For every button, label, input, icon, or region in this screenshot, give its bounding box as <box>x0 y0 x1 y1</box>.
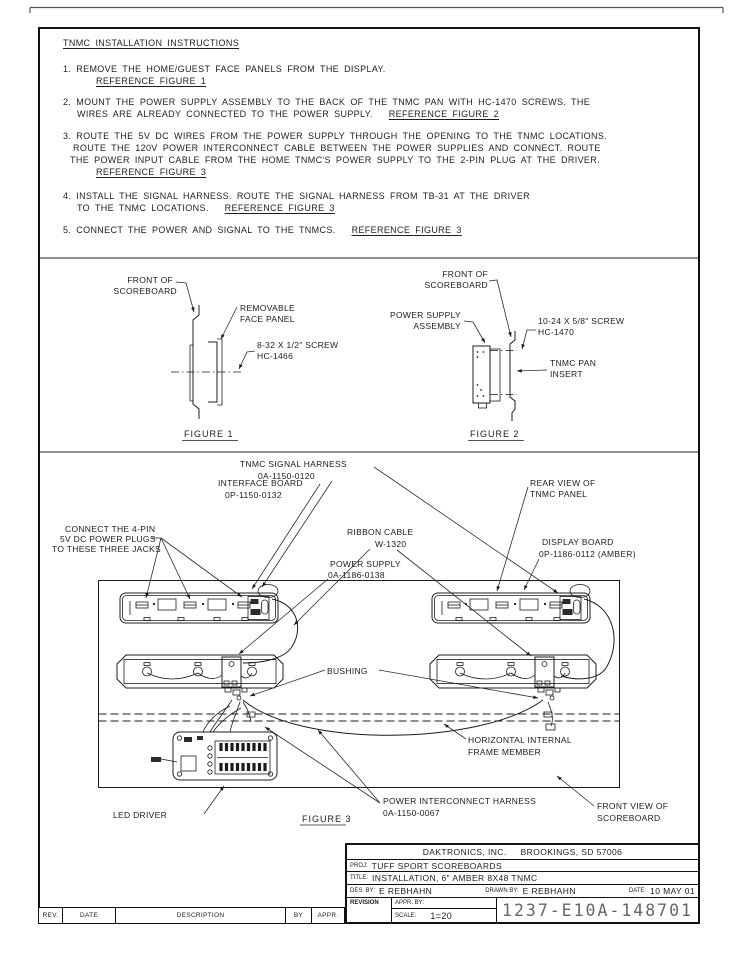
revision-cell: REVISION <box>347 898 392 922</box>
led-driver <box>151 706 277 780</box>
instruction-step-2-continued <box>77 109 499 119</box>
drawing-number: 1237-E10A-148701 <box>502 900 693 920</box>
fig2-label-scoreboard: SCOREBOARD <box>424 280 488 290</box>
revision-col-by: BY <box>286 908 312 923</box>
title-block-project-row <box>347 860 698 872</box>
fig2-label-insert: INSERT <box>550 369 583 379</box>
scale-label: SCALE: <box>395 912 417 919</box>
fig3-caption: FIGURE 3 <box>302 814 352 824</box>
fig2-label-screw-part: HC-1470 <box>538 327 575 337</box>
fig3-label-power-supply-part: 0A-1186-0138 <box>328 570 385 580</box>
approval-scale-cell <box>392 898 497 922</box>
fig3-label-front-view-2: SCOREBOARD <box>597 813 661 823</box>
title-block-title-row <box>347 872 698 885</box>
revision-col-description: DESCRIPTION <box>116 908 286 923</box>
fig2-label-assembly: ASSEMBLY <box>413 321 461 331</box>
instruction-step-5-text: 5. CONNECT THE POWER AND SIGNAL TO THE TNMCS. <box>63 225 336 235</box>
instruction-step-2-text: WIRES ARE ALREADY CONNECTED TO THE POWER SUPPLY. <box>77 109 373 119</box>
designed-by-value: E REBHAHN <box>379 886 433 896</box>
fig3-label-signal-harness-part: 0A-1150-0120 <box>258 471 315 481</box>
instruction-step-1-reference: REFERENCE FIGURE 1 <box>96 76 207 86</box>
instruction-step-3-reference: REFERENCE FIGURE 3 <box>96 167 207 177</box>
approved-by-label: APPR. BY: <box>392 898 496 909</box>
instruction-step-3: 3. ROUTE THE 5V DC WIRES FROM THE POWER SUPPLY THROUGH THE OPENING TO THE TNMC LOCATIONS. <box>63 131 608 141</box>
drawn-by-value: E REBHAHN <box>522 886 576 896</box>
fig3-label-display-board: DISPLAY BOARD <box>542 537 614 547</box>
figure3-drawing <box>99 467 620 825</box>
instruction-step-4-continued <box>77 203 335 213</box>
fig1-label-screw: 8-32 X 1/2" SCREW <box>257 340 339 350</box>
fig3-label-bushing: BUSHING <box>327 666 368 676</box>
scale-cell <box>392 909 496 922</box>
figure3-leaders <box>146 467 594 814</box>
fig3-label-connect-2: 5V DC POWER PLUGS <box>60 534 156 544</box>
fig2-label-screw: 10-24 X 5/8" SCREW <box>538 316 625 326</box>
fig1-label-face-panel: FACE PANEL <box>240 314 295 324</box>
instruction-step-4-text: TO THE TNMC LOCATIONS. <box>77 203 209 213</box>
fig1-label-screw-part: HC-1466 <box>257 351 294 361</box>
instruction-step-3-continued-1: ROUTE THE 120V POWER INTERCONNECT CABLE BETWEEN THE POWER SUPPLIES AND CONNECT. ROUTE <box>73 143 601 153</box>
fig3-label-connect-1: CONNECT THE 4-PIN <box>65 524 156 534</box>
fig2-caption: FIGURE 2 <box>470 429 520 439</box>
fig3-label-ribbon-cable-part: W-1320 <box>375 539 407 549</box>
company-location: BROOKINGS, SD 57006 <box>520 847 623 857</box>
revision-col-rev: REV. <box>39 908 63 923</box>
fig1-label-removable: REMOVABLE <box>240 303 295 313</box>
fig3-label-front-view-1: FRONT VIEW OF <box>597 801 669 811</box>
fig3-label-signal-harness: TNMC SIGNAL HARNESS <box>240 459 347 469</box>
instruction-step-2: 2. MOUNT THE POWER SUPPLY ASSEMBLY TO THE BACK OF THE TNMC PAN WITH HC-1470 SCREWS. THE <box>63 97 591 107</box>
figure2-drawing <box>464 280 547 441</box>
fig2-label-power-supply: POWER SUPPLY <box>390 310 461 320</box>
fig3-label-frame-1: HORIZONTAL INTERNAL <box>468 735 572 745</box>
designed-by-label: DES. BY: <box>350 888 376 894</box>
instruction-step-3-continued-2: THE POWER INPUT CABLE FROM THE HOME TNMC'S POWER SUPPLY TO THE 2-PIN PLUG AT THE DRIVER. <box>70 155 600 165</box>
date-value: 10 MAY 01 <box>650 886 695 896</box>
fig1-caption: FIGURE 1 <box>184 429 234 439</box>
project-label: PROJ: <box>350 862 368 869</box>
title-label: TITLE: <box>350 875 369 881</box>
fig3-label-connect-3: TO THESE THREE JACKS <box>52 544 161 554</box>
fig3-label-rear-view-2: TNMC PANEL <box>530 489 588 499</box>
instruction-step-5-reference: REFERENCE FIGURE 3 <box>351 225 462 235</box>
revision-table-header <box>38 907 345 924</box>
instruction-step-4: 4. INSTALL THE SIGNAL HARNESS. ROUTE THE SIGNAL HARNESS FROM TB-31 AT THE DRIVER <box>63 191 531 201</box>
instruction-step-5 <box>63 225 462 235</box>
title-block-company-row <box>347 845 698 860</box>
fig3-label-interconnect: POWER INTERCONNECT HARNESS <box>383 796 537 806</box>
instruction-step-2-reference: REFERENCE FIGURE 2 <box>388 109 499 119</box>
fig3-label-led-driver: LED DRIVER <box>113 810 168 820</box>
fig2-label-front-of: FRONT OF <box>442 269 488 279</box>
instruction-step-1: 1. REMOVE THE HOME/GUEST FACE PANELS FROM THE DISPLAY. <box>63 64 386 74</box>
fig3-label-display-board-part: 0P-1186-0112 (AMBER) <box>539 549 636 559</box>
fig3-label-ribbon-cable: RIBBON CABLE <box>347 527 414 537</box>
fig1-label-front-of: FRONT OF <box>127 275 173 285</box>
sheet-edge-line <box>30 8 723 14</box>
fig3-label-interconnect-part: 0A-1150-0067 <box>383 808 440 818</box>
drawn-by <box>485 886 576 896</box>
revision-col-date: DATE <box>63 908 116 923</box>
revision-col-appr: APPR. <box>317 912 339 919</box>
project-value: TUFF SPORT SCOREBOARDS <box>371 860 503 871</box>
fig1-label-scoreboard: SCOREBOARD <box>113 286 177 296</box>
fig3-label-interface-board-part: 0P-1150-0132 <box>225 490 282 500</box>
title-block <box>345 843 700 924</box>
date <box>629 886 695 896</box>
fig3-label-frame-2: FRAME MEMBER <box>468 747 542 757</box>
fig3-label-interface-board: INTERFACE BOARD <box>218 478 303 488</box>
drawn-by-label: DRAWN BY: <box>485 888 519 894</box>
company-name: DAKTRONICS, INC. <box>422 847 507 857</box>
fig3-label-power-supply: POWER SUPPLY <box>330 559 401 569</box>
title-block-credits-row <box>347 885 698 898</box>
fig3-label-rear-view-1: REAR VIEW OF <box>530 478 596 488</box>
instruction-step-4-reference: REFERENCE FIGURE 3 <box>224 203 335 213</box>
date-label: DATE: <box>628 888 647 894</box>
scale-value: 1=20 <box>430 910 453 921</box>
title-value: INSTALLATION, 6" AMBER 8X48 TNMC <box>372 873 538 883</box>
fig2-label-tnmc-pan: TNMC PAN <box>550 358 597 368</box>
title-block-bottom-row <box>347 898 698 922</box>
designed-by <box>350 886 432 896</box>
instructions-title: TNMC INSTALLATION INSTRUCTIONS <box>63 38 240 48</box>
